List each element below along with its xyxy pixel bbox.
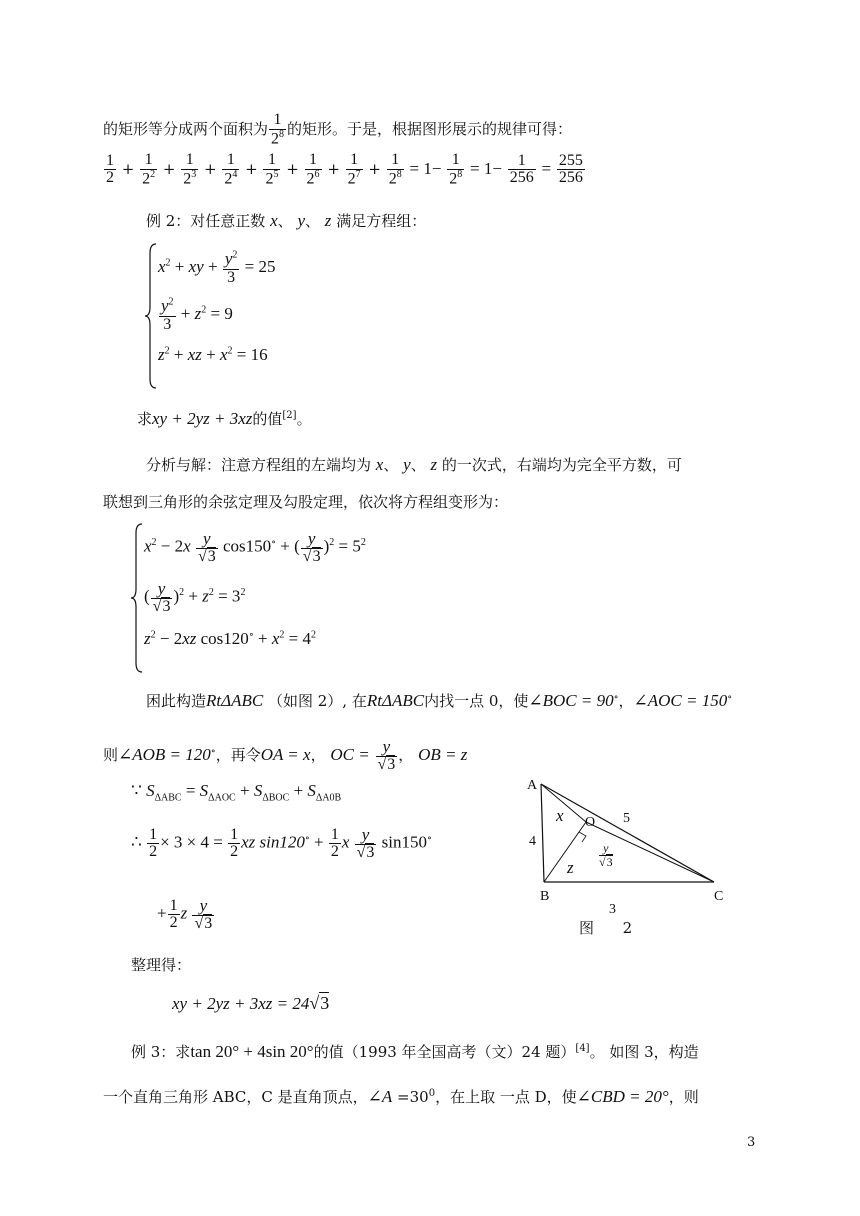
text-line-1 bbox=[103, 112, 572, 148]
therefore-line: ∴ $\frac{1}{2}$ × 3 × 4 = $\frac{1}{2}$ xz sin120∘ + $\frac{1}{2}$ x $\frac{y}{√3}$ sin150∘ bbox=[131, 825, 432, 861]
system2-eq1: $x^2 - 2x$ $\frac{y}{√3}$ cos150∘ + ( $\frac{y}{√3}$ )$^2 = 5^2$ bbox=[144, 529, 366, 565]
sum-term: $\frac{1}{2^5}$ bbox=[265, 151, 279, 188]
label-x: x bbox=[556, 806, 564, 825]
sum-term: $\frac{1}{2^8}$ bbox=[388, 151, 402, 188]
figure-2-caption: 图 2 bbox=[579, 919, 633, 937]
right-angle-mark bbox=[579, 832, 586, 842]
analysis-line-2: 联想到三角形的余弦定理及勾股定理，依次将方程组变形为： bbox=[103, 493, 509, 511]
line1-before: 的矩形等分成两个面积为 bbox=[103, 119, 269, 138]
example2-intro: 例 2：对任意正数 x、 y、 z 满足方程组： bbox=[146, 211, 427, 230]
sum-term: $\frac{1}{2^4}$ bbox=[224, 151, 238, 188]
analysis-line-1: 分析与解：注意方程组的左端均为 x、 y、 z 的一次式，右端均为完全平方数，可 bbox=[146, 455, 682, 474]
label-y-over-rad3: y √3 bbox=[599, 841, 613, 870]
sum-term: $\frac{1}{2^2}$ bbox=[142, 151, 156, 188]
sum-equation: $\frac{1}{2}$ + $\frac{1}{2^2}$ + $\frac{1}{2^3}$ + $\frac{1}{2^4}$ + $\frac{1}{2^5}$ + $\frac{1}{2^6}$ + $\frac{1}{2^7}$ + $\frac{1}{2^8}$ = 1− $\frac{1}{2^8}$ = 1− $\frac{1}{256}$ = $\frac{255}{256}$ bbox=[106, 151, 583, 188]
label-a: A bbox=[527, 778, 538, 793]
system1-eq1: $x^2$ + xy + $\frac{y^2}{3}$ = 25 bbox=[158, 249, 276, 286]
label-z: z bbox=[567, 858, 574, 877]
label-o: O bbox=[585, 815, 596, 830]
example3-line-1: 例 3：求tan 20° + 4sin 20°的值（1993 年全国高考（文）24 题）[4]。 如图 3，构造 bbox=[131, 1042, 699, 1061]
label-b: B bbox=[540, 889, 550, 904]
construct-line-2: 则∠AOB = 120∘，再令OA = x， OC = $\frac{y}{√3}$ ， OB = z bbox=[103, 737, 468, 773]
label-side-ab: 4 bbox=[529, 834, 536, 849]
find-line: 求xy + 2yz + 3xz的值[2]。 bbox=[137, 409, 312, 428]
label-side-ac: 5 bbox=[623, 811, 630, 826]
page-number: 3 bbox=[747, 1135, 756, 1150]
system2-brace bbox=[130, 523, 144, 673]
sum-term: $\frac{1}{2}$ bbox=[106, 151, 114, 187]
segment-ob bbox=[544, 822, 586, 882]
edge-ab bbox=[541, 784, 544, 882]
system2-eq3: $z^2 - 2xz$ $\cos 120^\circ + x^2 = 4^2$ bbox=[144, 629, 316, 648]
fraction: $\frac{1}{2^8}$ bbox=[271, 111, 285, 148]
system1-brace bbox=[144, 243, 158, 389]
figure-2-triangle bbox=[526, 774, 736, 914]
result-equation: xy + 2yz + 3xz = 24√3 bbox=[172, 993, 330, 1013]
system1-eq3: $z^2$ + xz + $x^2 = 16$ bbox=[158, 345, 268, 364]
label-side-bc: 3 bbox=[609, 902, 616, 917]
sum-term: $\frac{1}{2^7}$ bbox=[347, 151, 361, 188]
system1-eq2: $\frac{y^2}{3}$ + $z^2 = 9$ bbox=[161, 296, 233, 333]
example3-line-2: 一个直角三角形 ABC，C 是直角顶点，∠A $=30^0$，在上取 一点 D，使∠CBD = 20°，则 bbox=[103, 1087, 699, 1106]
sum-term: $\frac{1}{2^3}$ bbox=[183, 151, 197, 188]
because-line: ∵ $S_{\Delta ABC} = S_{\Delta AOC} + S_{\Delta BOC} + S_{\Delta A0B}$ bbox=[131, 781, 342, 804]
arrange-label: 整理得： bbox=[131, 956, 192, 974]
line1-after: 的矩形。于是，根据图形展示的规律可得： bbox=[287, 119, 573, 138]
sum-term: $\frac{1}{2^6}$ bbox=[306, 151, 320, 188]
label-c: C bbox=[714, 889, 724, 904]
construct-line-1: 困此构造RtΔABC （如图 2）, 在RtΔABC内找一点 0，使∠BOC = 90∘，∠AOC = 150∘ bbox=[146, 691, 733, 710]
system2-eq2: ( $\frac{y}{√3}$ )$^2 + z^2 = 3^2$ bbox=[144, 579, 246, 615]
therefore-continuation: + $\frac{1}{2}$ z $\frac{y}{√3}$ bbox=[157, 896, 213, 932]
